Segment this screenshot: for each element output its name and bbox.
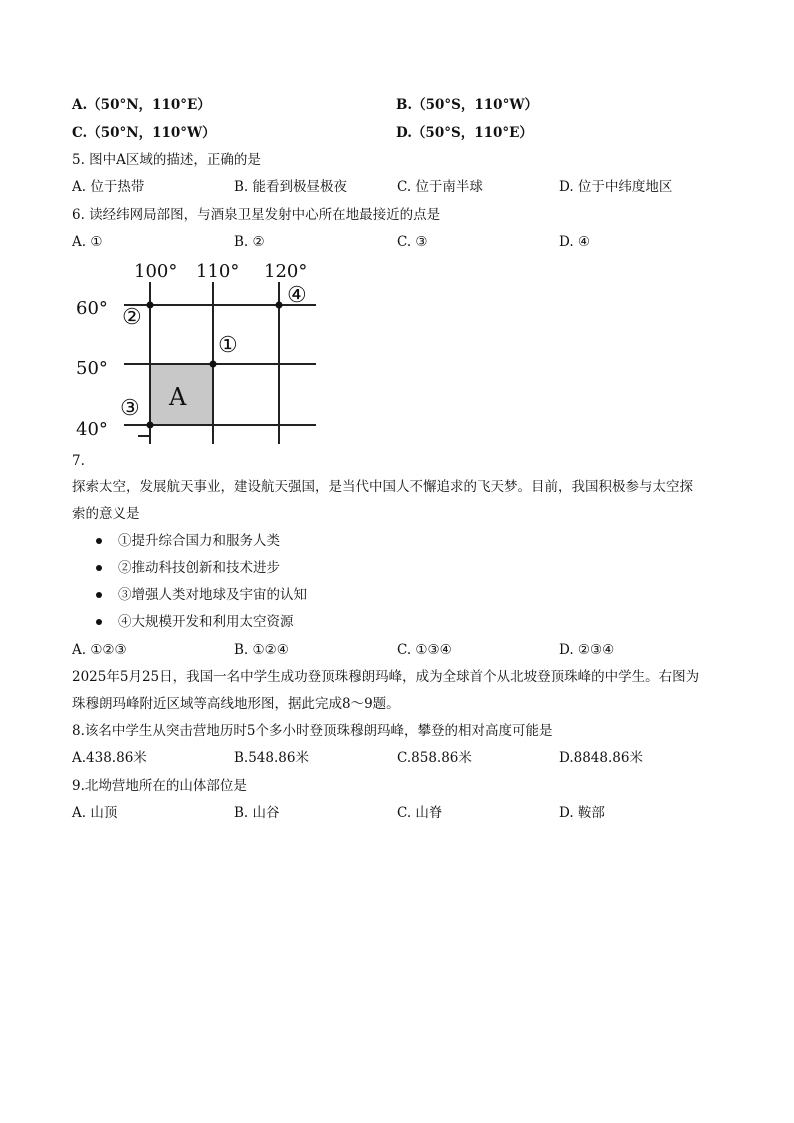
q4-options-row-1 <box>72 96 732 114</box>
bullet-icon <box>96 538 102 544</box>
q6-option-c[interactable]: C. ③ <box>397 234 428 250</box>
q9-option-c[interactable]: C. 山脊 <box>397 805 443 821</box>
point-1-dot <box>210 361 217 368</box>
lat-label-50: 50° <box>76 358 108 379</box>
q8-options <box>72 749 732 767</box>
lon-label-100: 100° <box>134 261 178 282</box>
q7-item-1-text: ①提升综合国力和服务人类 <box>118 533 280 549</box>
q6-stem: 6. 读经纬网局部图，与酒泉卫星发射中心所在地最接近的点是 <box>72 207 441 223</box>
q8-option-a[interactable]: A.438.86米 <box>72 750 147 766</box>
q7-option-c[interactable]: C. ①③④ <box>397 642 452 658</box>
q7-option-d[interactable]: D. ②③④ <box>559 642 615 658</box>
q5-option-a[interactable]: A. 位于热带 <box>72 179 145 195</box>
lon-label-120: 120° <box>264 261 308 282</box>
q7-item-4-text: ④大规模开发和利用太空资源 <box>118 614 294 630</box>
q6-option-d[interactable]: D. ④ <box>559 234 591 250</box>
q7-stem-line-2: 索的意义是 <box>72 506 140 522</box>
q4-option-b[interactable]: B.（50°S，110°W） <box>396 97 538 113</box>
lat-label-60: 60° <box>76 298 108 319</box>
point-3-dot <box>147 422 154 429</box>
point-4-dot <box>276 302 283 309</box>
q8-option-b[interactable]: B.548.86米 <box>234 750 309 766</box>
q9-option-d[interactable]: D. 鞍部 <box>559 805 605 821</box>
q4-option-d[interactable]: D.（50°S，110°E） <box>396 125 533 141</box>
graticule-map <box>72 258 322 448</box>
q4-option-c[interactable]: C.（50°N，110°W） <box>72 125 216 141</box>
q7-item-3-text: ③增强人类对地球及宇宙的认知 <box>118 587 307 603</box>
lat-label-40: 40° <box>76 419 108 440</box>
q9-options <box>72 804 732 822</box>
q7-option-a[interactable]: A. ①②③ <box>72 642 127 658</box>
q7-item-4 <box>96 613 294 631</box>
bullet-icon <box>96 619 102 625</box>
q6-options <box>72 233 732 251</box>
q5-option-c[interactable]: C. 位于南半球 <box>397 179 483 195</box>
passage-line-2: 珠穆朗玛峰附近区域等高线地形图，据此完成8～9题。 <box>72 696 400 712</box>
lon-label-110: 110° <box>196 261 240 282</box>
q5-stem: 5. 图中A区域的描述，正确的是 <box>72 152 261 168</box>
point-1-label: ① <box>218 333 238 358</box>
q6-option-b[interactable]: B. ② <box>234 234 265 250</box>
q5-options <box>72 178 732 196</box>
q8-option-c[interactable]: C.858.86米 <box>397 750 472 766</box>
q7-item-3 <box>96 586 307 604</box>
q7-options <box>72 641 732 659</box>
q7-item-2-text: ②推动科技创新和技术进步 <box>118 560 280 576</box>
q7-number: 7. <box>72 453 85 469</box>
q7-stem-line-1: 探索太空，发展航天事业，建设航天强国，是当代中国人不懈追求的飞天梦。目前，我国积极参与太空探 <box>72 479 693 495</box>
q9-stem: 9.北坳营地所在的山体部位是 <box>72 778 247 794</box>
q9-option-a[interactable]: A. 山顶 <box>72 805 118 821</box>
q9-option-b[interactable]: B. 山谷 <box>234 805 280 821</box>
q6-option-a[interactable]: A. ① <box>72 234 103 250</box>
q5-option-b[interactable]: B. 能看到极昼极夜 <box>234 179 348 195</box>
point-3-label: ③ <box>120 396 140 421</box>
q4-options-row-2 <box>72 124 732 142</box>
q8-option-d[interactable]: D.8848.86米 <box>559 750 643 766</box>
region-a-label: A <box>169 383 187 411</box>
bullet-icon <box>96 565 102 571</box>
q7-item-1 <box>96 532 280 550</box>
q4-option-a[interactable]: A.（50°N，110°E） <box>72 97 211 113</box>
q8-stem: 8.该名中学生从突击营地历时5个多小时登顶珠穆朗玛峰，攀登的相对高度可能是 <box>72 723 553 739</box>
point-4-label: ④ <box>287 283 307 308</box>
passage-line-1: 2025年5月25日，我国一名中学生成功登顶珠穆朗玛峰，成为全球首个从北坡登顶珠峰的中学生。右图为 <box>72 669 700 685</box>
point-2-label: ② <box>122 305 142 330</box>
q7-item-2 <box>96 559 280 577</box>
q7-option-b[interactable]: B. ①②④ <box>234 642 289 658</box>
point-2-dot <box>147 302 154 309</box>
q5-option-d[interactable]: D. 位于中纬度地区 <box>559 179 673 195</box>
bullet-icon <box>96 592 102 598</box>
